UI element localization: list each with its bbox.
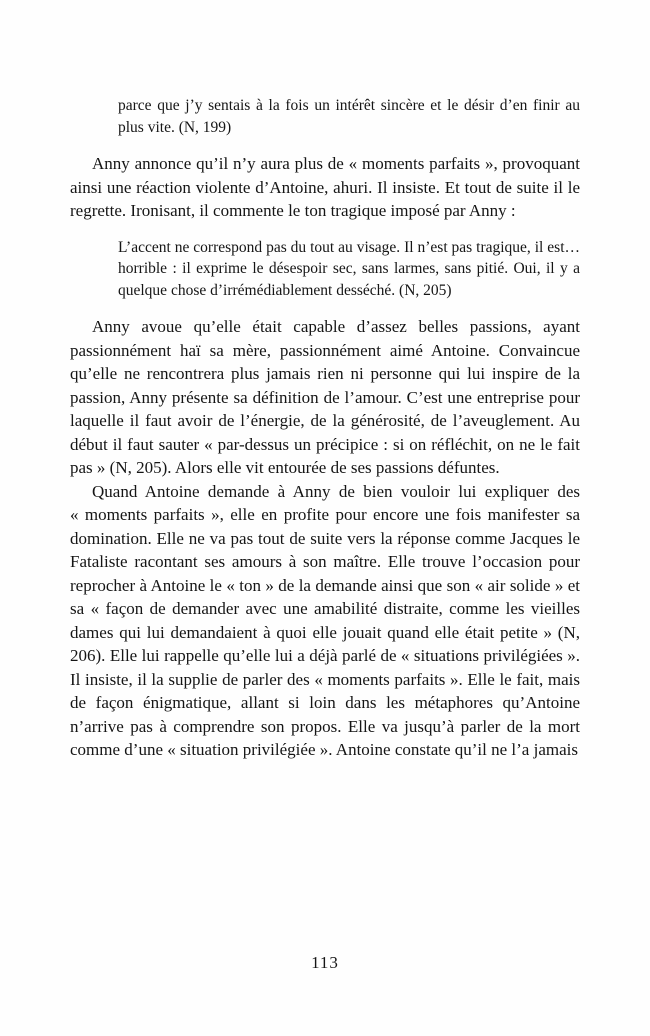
block-quote-2: L’accent ne correspond pas du tout au visage. Il n’est pas tragique, il est… horrible : il exprime le désespoir sec, sans larmes, sans pitié. Oui, il y a quelque chose d’irrémédiablement desséché. (N, 205) [118,238,580,299]
block-quote-1: parce que j’y sentais à la fois un intérêt sincère et le désir d’en finir au plus vite. (N, 199) [118,97,580,136]
page-number: 113 [311,953,339,972]
body-paragraph-2: Anny avoue qu’elle était capable d’assez belles passions, ayant passionnément haï sa mère, passionnément aimé Antoine. Convaincue qu’elle ne rencontrera plus jamais rien ni personne qui lui inspire de la passion, Anny présente sa définition de l’amour. C’est une entreprise pour laquelle il faut avoir de l’énergie, de la générosité, de l’aveuglement. Au début il faut sauter « par-dessus un précipice : si on réfléchit, on ne le fait pas » (N, 205). Alors elle vit entourée de ses passions défuntes. [70,317,580,477]
body-paragraph-3: Quand Antoine demande à Anny de bien vouloir lui expliquer des « moments parfaits », elle en profite pour encore une fois manifester sa domination. Elle ne va pas tout de suite vers la réponse comme Jacques le Fataliste racontant ses amours à son maître. Elle trouve l’occasion pour reprocher à Antoine le « ton » de la demande ainsi que son « air solide » et sa « façon de demander avec une amabilité distraite, comme les vieilles dames qui lui demandaient à quoi elle jouait quand elle était petite » (N, 206). Elle lui rappelle qu’elle lui a déjà parlé de « situations privilégiées ». Il insiste, il la supplie de parler des « moments parfaits ». Elle le fait, mais de façon énigmatique, allant si loin dans les métaphores qu’Antoine n’arrive pas à comprendre son propos. Elle va jusqu’à parler de la mort comme d’une « situation privilégiée ». Antoine constate qu’il ne l’a jamais [70,481,580,759]
text-column [70,95,580,762]
body-paragraph-1: Anny annonce qu’il n’y aura plus de « moments parfaits », provoquant ainsi une réaction violente d’Antoine, ahuri. Il insiste. Et tout de suite il le regrette. Ironisant, il commente le ton tragique imposé par Anny : [70,154,580,220]
